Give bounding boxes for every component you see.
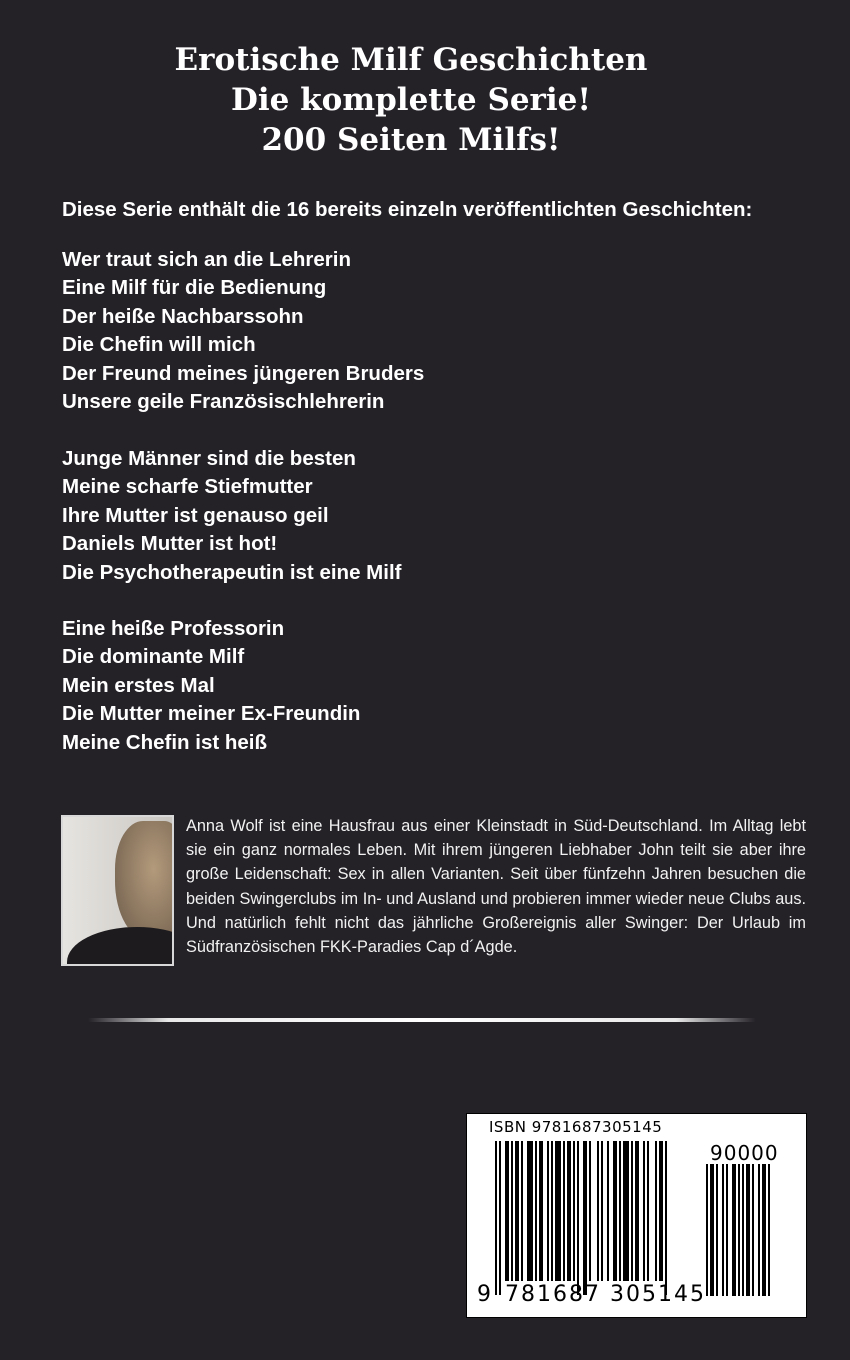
barcode-bar [762, 1164, 766, 1296]
title-line-1: Erotische Milf Geschichten [174, 42, 648, 78]
story-title: Die Psychotherapeutin ist eine Milf [62, 560, 402, 584]
barcode-bar [527, 1141, 533, 1281]
barcode-bar [706, 1164, 708, 1296]
story-title: Mein erstes Mal [62, 673, 215, 697]
story-title: Die Chefin will mich [62, 333, 256, 357]
barcode-bar [710, 1164, 714, 1296]
story-title: Meine scharfe Stiefmutter [62, 475, 313, 499]
barcode-bar [539, 1141, 543, 1281]
barcode-bar [768, 1164, 770, 1296]
barcode-bar [738, 1164, 740, 1296]
barcode-bar [613, 1141, 617, 1281]
barcode-bar [499, 1141, 501, 1295]
story-title: Wer traut sich an die Lehrerin [62, 248, 351, 271]
barcode-bar [619, 1141, 621, 1281]
barcode-first-digit: 9 [477, 1282, 491, 1307]
barcode-bar [722, 1164, 724, 1296]
barcode-bar [577, 1141, 579, 1295]
addon-barcode-bars [706, 1164, 786, 1296]
barcode-bar [551, 1141, 553, 1281]
author-shoulder-shape [67, 927, 174, 966]
barcode-bar [567, 1141, 571, 1281]
barcode-bar [665, 1141, 667, 1295]
story-title: Unsere geile Französischlehrerin [62, 390, 385, 414]
barcode-bar [583, 1141, 587, 1295]
barcode-bar [511, 1141, 513, 1281]
story-list-group-3 [62, 615, 360, 757]
title-line-2: Die komplette Serie! [230, 82, 591, 118]
barcode-bar [732, 1164, 736, 1296]
story-title: Junge Männer sind die besten [62, 447, 356, 470]
barcode-bar [521, 1141, 523, 1281]
barcode-bar [597, 1141, 599, 1281]
story-title: Eine Milf für die Bedienung [62, 276, 327, 300]
barcode-bar [515, 1141, 519, 1281]
barcode-bar [573, 1141, 575, 1281]
divider-line [88, 1018, 756, 1022]
barcode-bar [495, 1141, 497, 1295]
barcode-bar [655, 1141, 657, 1281]
barcode-bar [607, 1141, 609, 1281]
barcode-bar [716, 1164, 718, 1296]
story-title: Daniels Mutter ist hot! [62, 532, 278, 556]
addon-digits: 90000 [710, 1141, 779, 1165]
barcode-bar [746, 1164, 750, 1296]
story-title: Der Freund meines jüngeren Bruders [62, 361, 425, 385]
barcode-bar [635, 1141, 639, 1281]
barcode-bar [742, 1164, 744, 1296]
barcode-bar [659, 1141, 663, 1281]
barcode-digits: 781687 305145 [505, 1282, 706, 1307]
barcode-bar [752, 1164, 754, 1296]
barcode-bar [647, 1141, 649, 1281]
ean-barcode-bars [495, 1141, 675, 1295]
barcode-bar [505, 1141, 509, 1281]
barcode-bar [643, 1141, 645, 1281]
isbn-label: ISBN 9781687305145 [489, 1118, 663, 1136]
author-hair-shape [115, 821, 174, 941]
barcode-bar [547, 1141, 549, 1281]
book-title-block [0, 40, 822, 160]
story-title: Eine heiße Professorin [62, 617, 285, 640]
story-title: Der heiße Nachbarssohn [62, 304, 304, 328]
story-list-group-2 [62, 445, 401, 587]
story-title: Meine Chefin ist heiß [62, 730, 268, 754]
barcode-bar [623, 1141, 629, 1281]
barcode-bar [563, 1141, 565, 1281]
story-title: Die Mutter meiner Ex-Freundin [62, 702, 361, 726]
barcode-bar [758, 1164, 760, 1296]
barcode-bar [726, 1164, 728, 1296]
isbn-barcode [466, 1113, 807, 1318]
barcode-bar [631, 1141, 633, 1281]
story-title: Ihre Mutter ist genauso geil [62, 503, 329, 527]
title-line-3: 200 Seiten Milfs! [261, 122, 561, 158]
author-photo [61, 815, 174, 966]
barcode-bar [589, 1141, 591, 1281]
barcode-bar [555, 1141, 561, 1281]
barcode-bar [601, 1141, 603, 1281]
barcode-bar [535, 1141, 537, 1281]
story-list-group-1 [62, 246, 424, 416]
author-bio: Anna Wolf ist eine Hausfrau aus einer Kleinstadt in Süd-Deutschland. Im Alltag lebt sie ein ganz normales Leben. Mit ihrem jüngeren Liebhaber John teilt sie aber ihre große Leidenschaft: Sex in allen Varianten. Seit über fünfzehn Jahren besuchen die beiden Swingerclubs im In- und Ausland und probieren immer wieder neue Clubs aus. Und natürlich fehlt nicht das jährliche Großereignis aller Swinger: Der Urlaub im Südfranzösischen FKK-Paradies Cap d´Agde. [186, 817, 806, 957]
series-intro: Diese Serie enthält die 16 bereits einzeln veröffentlichten Geschichten: [62, 198, 753, 221]
story-title: Die dominante Milf [62, 645, 245, 669]
